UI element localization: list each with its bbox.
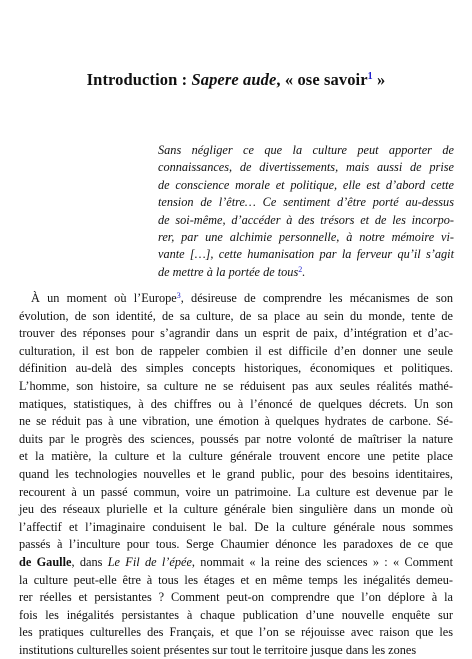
body-line: trouver des réponses pour s’agrandir dans un esprit de paix, d’intégration et d’ac- (19, 326, 453, 341)
bold-name: de Gaulle (19, 554, 72, 569)
body-line: culturation, il est bon de rappeler combien il est difficile d’en donner une seule (19, 343, 453, 358)
body-line: recourent à un passé commun, voire un patrimoine. La culture est devenue par le (19, 484, 453, 499)
body-text: À un moment où l’Europe (31, 291, 177, 305)
body-line: définition au-delà des simples concepts historiques, économiques et politiques. (19, 361, 453, 376)
body-paragraph (19, 290, 453, 659)
epigraph-quote (158, 142, 454, 281)
title-italic: Sapere aude (191, 70, 277, 89)
body-line: l’affectif et l’imaginaire conduisent le bal. De la culture générale nous sommes (19, 519, 453, 534)
body-line: rer réelles et persistantes ? Comment peut-on comprendre que l’on déplore à la (19, 590, 453, 605)
body-line-gaulle (19, 554, 453, 572)
title-close: » (372, 70, 386, 89)
epigraph-last-end: . (302, 264, 306, 279)
epigraph-line: connaissances, de divertissements, mais aussi de prise (158, 160, 454, 175)
body-line: et la matière, la culture et la culture générale trouvent encore une petite place (19, 449, 453, 464)
body-line: quand les technologies nouvelles et le grand public, pour des besoins identitaires, (19, 466, 453, 481)
epigraph-line-last (158, 264, 454, 281)
epigraph-line: de soi-même, d’accéder à des trésors et de les incorpo- (158, 212, 454, 227)
body-text: , désireuse de comprendre les mécanismes de son (180, 291, 454, 305)
footnote-ref-3[interactable]: 3 (176, 291, 181, 300)
body-text: , dans (71, 554, 108, 569)
epigraph-last-text: de mettre à la portée de tous (158, 264, 299, 279)
body-line-first (19, 290, 453, 308)
epigraph-line: Sans négliger ce que la culture peut apporter de (158, 143, 454, 157)
body-line: les pratiques culturelles des Français, et que l’on se réjouisse avec raison que les (19, 625, 453, 640)
body-line: institutions culturelles soient présentes sur tout le territoire jusque dans les zones (19, 642, 417, 657)
body-line: duits par le progrès des sciences, poussés par notre volonté de maîtriser la nature (19, 431, 453, 446)
body-line: fois les inégalités persistantes à chaque publication d’une nouvelle enquête sur (19, 607, 453, 622)
epigraph-line: tension de l’être… Ce sentiment d’être porté au-dessus (158, 195, 454, 210)
body-line: évolution, de son identité, de sa culture, de sa place au sein du monde, tente de (19, 308, 453, 323)
footnote-ref-1[interactable]: 1 (367, 71, 373, 82)
chapter-title (0, 70, 472, 90)
epigraph-line: vante […], cette humanisation par la ferveur qu’il s’agit (158, 247, 454, 262)
body-line: la culture peut-elle être à tous les étages et en même temps les inégalités demeu- (19, 572, 453, 587)
body-text: , nommait « la reine des sciences » : « Comment (191, 554, 453, 569)
title-prefix: Introduction : (86, 70, 192, 89)
body-line: ne se réduit pas à une vibration, une émotion à quelques hydrates de carbone. Sé- (19, 414, 453, 429)
book-title: Le Fil de l’épée (107, 554, 192, 569)
body-line: matiques, statistiques, à des chiffres ou à l’énoncé de quelques décrets. Un son (19, 396, 453, 411)
body-line: L’homme, son histoire, sa culture ne se réduisent pas aux seules réalités mathé- (19, 378, 453, 393)
epigraph-line: rer, par une alchimie personnelle, à notre mémoire vi- (158, 230, 454, 245)
body-line: passés à l’inculture pour tous. Serge Chaumier dénonce les paradoxes de ce que (19, 537, 453, 552)
footnote-ref-2[interactable]: 2 (298, 264, 303, 274)
epigraph-line: de conscience morale et politique, elle est d’abord cette (158, 177, 454, 192)
title-suffix: , « ose savoir (276, 70, 368, 89)
body-line: jeu des réseaux plurielle et la culture générale bien singulière dans un monde où (19, 502, 453, 517)
